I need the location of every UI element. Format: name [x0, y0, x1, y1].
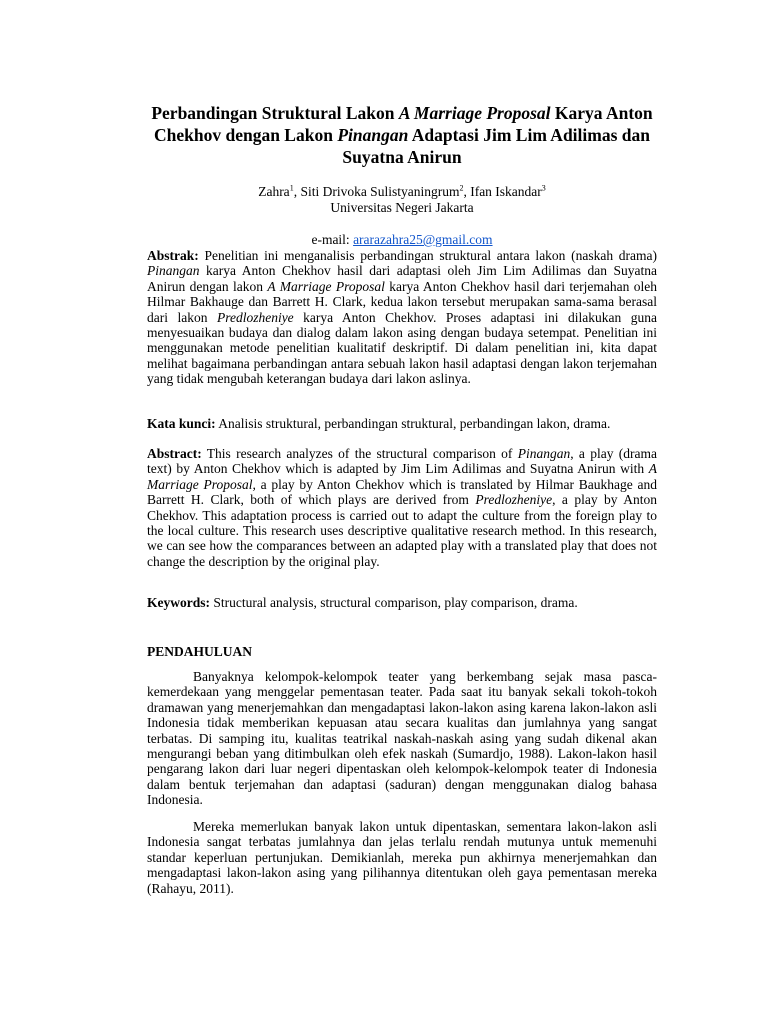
author-affiliation: Universitas Negeri Jakarta	[330, 200, 474, 215]
keywords-paragraph: Keywords: Structural analysis, structural comparison, play comparison, drama.	[147, 595, 578, 610]
contact-email: e-mail: ararazahra25@gmail.com	[311, 232, 493, 247]
body-paragraph-2: Mereka memerlukan banyak lakon untuk dipentaskan, sementara lakon-lakon asli Indonesia sangat terbatas jumlahnya dan jelas terlalu rendah mutunya untuk memenuhi standar keperluan pertunjukan. Demikianlah, mereka pun akhirnya menerjemahkan dan mengadaptasi lakon-lakon asing yang pilihannya ditentukan oleh gaya pementasan mereka (Rahayu, 2011).	[147, 819, 657, 896]
abstract-paragraph: Abstract: This research analyzes of the structural comparison of Pinangan, a play (drama text) by Anton Chekhov which is adapted by Jim Lim Adilimas and Suyatna Anirun with A Marriage Proposal, a play by Anton Chekhov which is translated by Hilmar Baukhage and Barrett H. Clark, both of which plays are derived from Predlozheniye, a play by Anton Chekhov. This adaptation process is carried out to adapt the culture from the foreign play to the local culture. This research uses descriptive qualitative research method. In this research, we can see how the comparances between an adapted play with a translated play that does not change the description by the original play.	[147, 446, 658, 569]
section-heading: PENDAHULUAN	[147, 644, 253, 659]
paper-title: Perbandingan Struktural Lakon A Marriage Proposal Karya Anton Chekhov dengan Lakon Pinangan Adaptasi Jim Lim Adilimas dan Suyatna Anirun	[151, 103, 653, 167]
kata-kunci-paragraph: Kata kunci: Analisis struktural, perbandingan struktural, perbandingan lakon, drama.	[147, 416, 611, 431]
email-link[interactable]: ararazahra25@gmail.com	[353, 232, 493, 247]
author-list	[147, 184, 657, 216]
body-paragraph-1: Banyaknya kelompok-kelompok teater yang berkembang sejak masa pasca-kemerdekaan yang menggelar pementasan teater. Pada saat itu banyak sekali tokoh-tokoh dramawan yang menerjemahkan dan mengadaptasi lakon-lakon asing karena lakon-lakon asli Indonesia tidak memberikan kepuasan atau secara kualitas dan jumlahnya yang sangat terbatas. Di samping itu, kualitas teatrikal naskah-naskah asing yang sudah dikenal akan mengurangi beban yang ditimbulkan oleh efek naskah (Sumardjo, 1988). Lakon-lakon hasil pengarang lakon dari luar negeri dipentaskan oleh kelompok-kelompok teater di Indonesia dalam bentuk terjemahan dan adaptasi (saduran) dengan menggunakan dialog bahasa Indonesia.	[147, 669, 657, 808]
abstrak-paragraph: Abstrak: Penelitian ini menganalisis perbandingan struktural antara lakon (naskah drama) Pinangan karya Anton Chekhov hasil dari adaptasi oleh Jim Lim Adilimas dan Suyatna Anirun dengan lakon A Marriage Proposal karya Anton Chekhov hasil dari terjemahan oleh Hilmar Bakhauge dan Barrett H. Clark, kedua lakon tersebut merupakan sama-sama berasal dari lakon Predlozheniye karya Anton Chekhov. Proses adaptasi ini dilakukan guna menyesuaikan budaya dan dialog dalam lakon asing dengan budaya setempat. Penelitian ini menggunakan metode penelitian kualitatif deskriptif. Di dalam penelitian ini, kita dapat melihat bagaimana perbandingan antara sebuah lakon hasil adaptasi dengan lakon terjemahan yang tidak mengubah keterangan budaya dari lakon aslinya.	[147, 248, 657, 387]
author-names: Zahra$^1$, Siti Drivoka Sulistyaningrum$^2$, Ifan Iskandar$^3$	[258, 183, 546, 199]
